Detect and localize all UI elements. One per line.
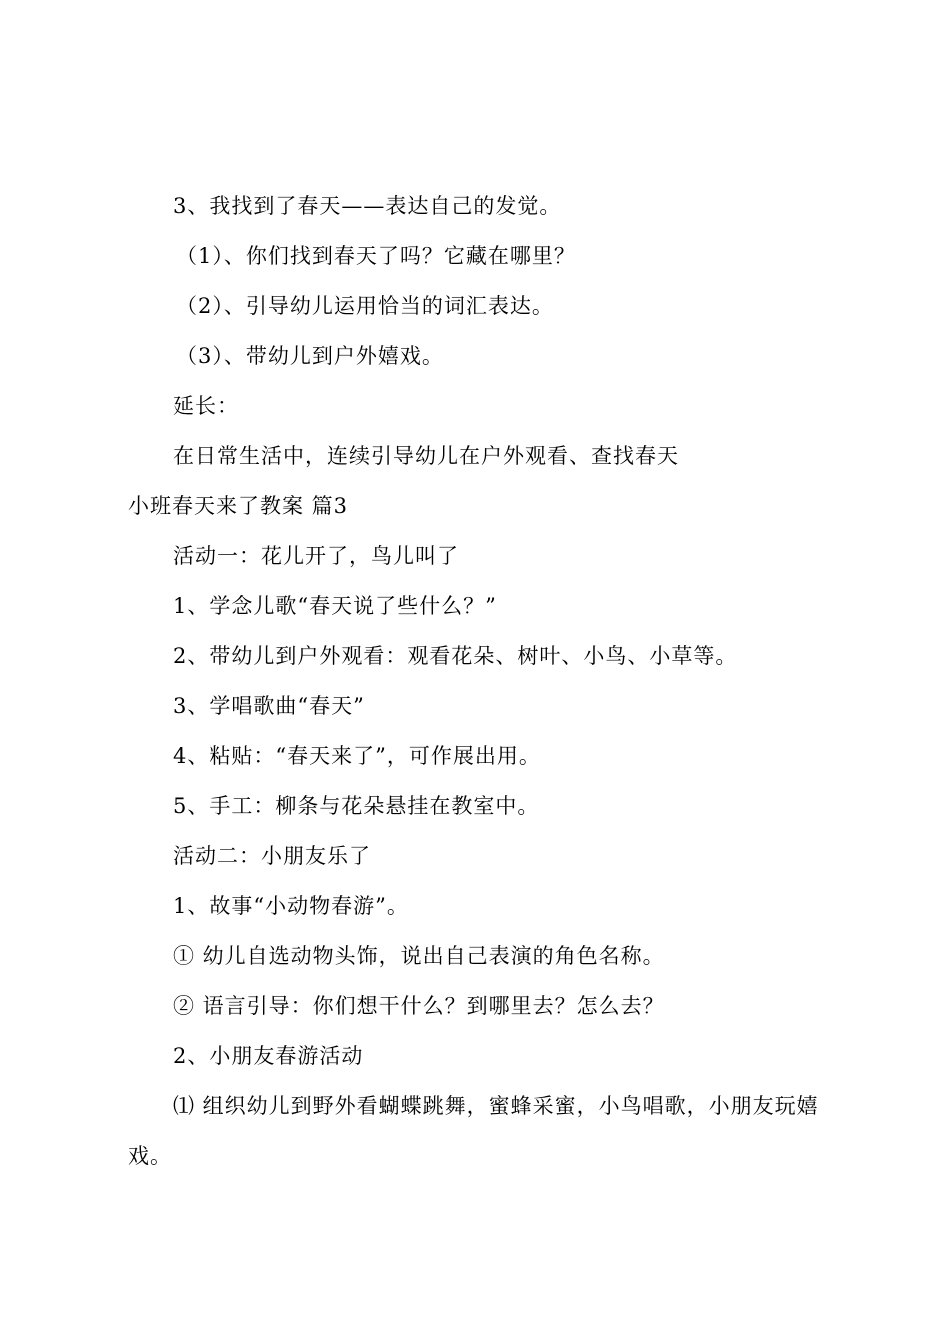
text-line-a1-item1: 1、学念儿歌“春天说了些什么？” (173, 594, 497, 618)
text-line-a2-item1: 1、故事“小动物春游”。 (173, 894, 409, 918)
text-line-extension-heading: 延长： (173, 394, 239, 418)
text-line-sub2: （2）、引导幼儿运用恰当的词汇表达。 (176, 294, 554, 318)
text-line-activity2: 活动二：小朋友乐了 (173, 844, 371, 868)
text-line-a2-sub2: ② 语言引导：你们想干什么？到哪里去？怎么去？ (173, 994, 665, 1018)
section-title: 小班春天来了教案 篇3 (128, 494, 349, 518)
text-line-a2-item2: 2、小朋友春游活动 (173, 1044, 364, 1068)
text-line-extension-body: 在日常生活中，连续引导幼儿在户外观看、查找春天 (173, 444, 679, 468)
text-line-a2-item2-sub1: ⑴ 组织幼儿到野外看蝴蝶跳舞，蜜蜂采蜜，小鸟唱歌，小朋友玩嬉 (173, 1094, 819, 1118)
text-line-wrap: 戏。 (128, 1144, 172, 1168)
text-line-sub1: （1）、你们找到春天了吗？它藏在哪里？ (176, 244, 576, 268)
text-line-step3: 3、我找到了春天——表达自己的发觉。 (173, 194, 562, 218)
text-line-sub3: （3）、带幼儿到户外嬉戏。 (176, 344, 444, 368)
text-line-activity1: 活动一：花儿开了，鸟儿叫了 (173, 544, 459, 568)
text-line-a2-sub1: ① 幼儿自选动物头饰，说出自己表演的角色名称。 (173, 944, 665, 968)
text-line-a1-item5: 5、手工：柳条与花朵悬挂在教室中。 (173, 794, 540, 818)
text-line-a1-item4: 4、粘贴：“春天来了”，可作展出用。 (173, 744, 541, 768)
text-line-a1-item3: 3、学唱歌曲“春天” (173, 694, 365, 718)
text-line-a1-item2: 2、带幼儿到户外观看：观看花朵、树叶、小鸟、小草等。 (173, 644, 738, 668)
